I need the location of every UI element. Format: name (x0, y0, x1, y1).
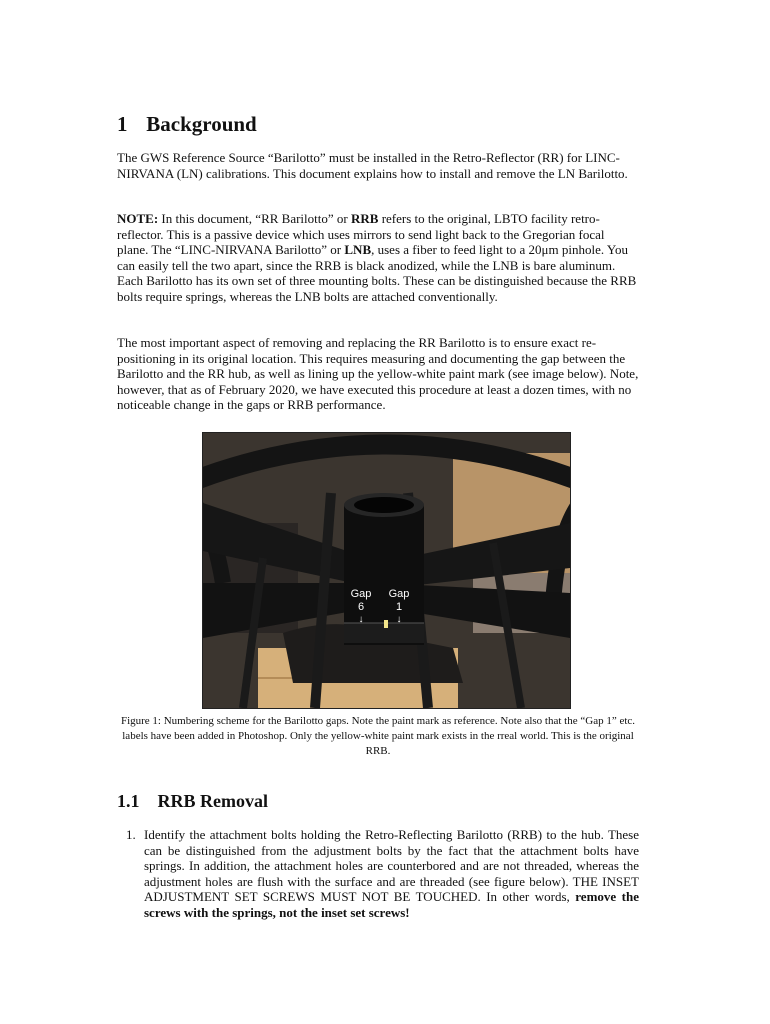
subsection-number: 1.1 (117, 791, 140, 811)
procedure-paragraph: The most important aspect of removing and replacing the RR Barilotto is to ensure exact re-positioning in its original location. This requires measuring and documenting the gap between the Barilotto and the RR hub, as well as lining up the yellow-white paint mark (see image below). Note, however, that as of February 2020, we have executed this procedure at least a dozen times, with no noticeable change in the gaps or RRB performance. (117, 335, 639, 412)
list-item-text: Identify the attachment bolts holding the Retro-Reflecting Barilotto (RRB) to the hub. These can be distinguished from the adjustment bolts by the fact that the attachment bolts have springs. In addition, the attachment holes are counterbored and are not threaded, whereas the adjustment holes are flush with the surface and are threaded (see figure below). THE INSET ADJUSTMENT SET SCREWS MUST NOT BE TOUCHED. In other words, (144, 827, 639, 904)
subsection-heading (117, 791, 268, 812)
note-label: NOTE: (117, 211, 159, 226)
barilotto-bore (354, 497, 414, 513)
list-item-marker: 1. (126, 827, 136, 842)
section-number: 1 (117, 112, 128, 136)
removal-steps-list (117, 827, 639, 920)
paint-mark (384, 620, 388, 628)
note-paragraph (117, 211, 639, 304)
gap1-arrow-icon: ↓ (396, 614, 402, 625)
note-lnb: LNB (344, 242, 372, 257)
barilotto-photo-illustration (203, 433, 570, 708)
note-text-b: refers to the original, LBTO facility retro-reflector. This is a passive device which uses mirrors to send light back to the Gregorian focal plane. The “LINC-NIRVANA Barilotto” or (117, 211, 605, 257)
subsection-title: RRB Removal (157, 791, 268, 811)
note-rrb: RRB (350, 211, 379, 226)
note-text-c: , uses a fiber to feed light to a 20μm pinhole. You can easily tell the two apart, since the RRB is black anodized, while the LNB is bare aluminum. Each Barilotto has its own set of three mounting bolts. These can be distinguished because the RRB bolts require springs, whereas the LNB bolts are attached conventionally. (117, 242, 637, 304)
gap6-number: 6 (357, 601, 365, 613)
intro-paragraph: The GWS Reference Source “Barilotto” must be installed in the Retro-Reflector (RR) for LINC-NIRVANA (LN) calibrations. This document explains how to install and remove the LN Barilotto. (117, 150, 628, 181)
gap6-word: Gap (350, 588, 372, 600)
note-text-a: In this document, “RR Barilotto” or (158, 211, 351, 226)
barilotto-photo (202, 432, 571, 709)
list-item-bold-text: remove the screws with the springs, not the inset set screws! (144, 889, 639, 920)
gap1-word: Gap (388, 588, 410, 600)
list-item (117, 827, 639, 920)
gap1-number: 1 (395, 601, 403, 613)
gap6-arrow-icon: ↓ (358, 614, 364, 625)
figure-caption: Figure 1: Numbering scheme for the Barilotto gaps. Note the paint mark as reference. Note also that the “Gap 1” etc. labels have been added in Photoshop. Only the yellow-white paint mark exists in the rreal world. This is the original RRB. (120, 715, 636, 757)
section-title: Background (146, 112, 257, 136)
section-heading (117, 112, 257, 137)
